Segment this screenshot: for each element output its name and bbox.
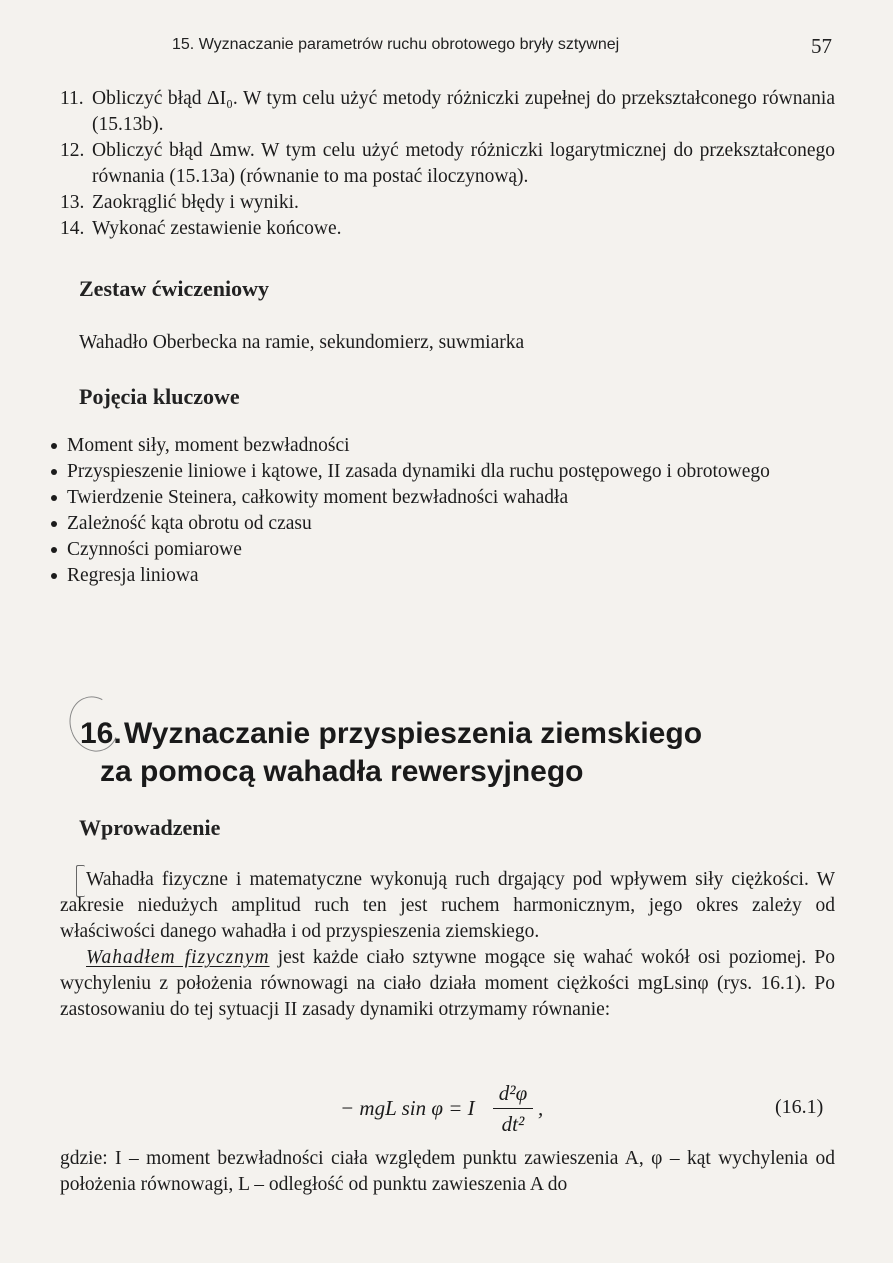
equation-comma: , <box>538 1096 544 1120</box>
list-item: Czynności pomiarowe <box>47 537 835 563</box>
list-item: Zależność kąta obrotu od czasu <box>47 511 835 537</box>
list-item <box>60 216 835 242</box>
step-text: Obliczyć błąd ΔI₀. W tym celu użyć metody różniczki zupełnej do przekształconego równania (15.13b). <box>92 88 835 135</box>
equation-label: (16.1) <box>775 1096 824 1118</box>
paragraph-1 <box>60 867 835 945</box>
step-number: 14. <box>60 218 85 239</box>
page-number: 57 <box>811 34 832 58</box>
fraction-bar <box>493 1108 533 1109</box>
chapter-title-line1: Wyznaczanie przyspieszenia ziemskiego <box>124 717 703 750</box>
equation-lhs: − mgL sin φ = I <box>340 1096 475 1120</box>
list-item <box>60 86 835 138</box>
list-item: Twierdzenie Steinera, całkowity moment bezwładności wahadła <box>47 485 835 511</box>
list-item: Przyspieszenie liniowe i kątowe, II zasada dynamiki dla ruchu postępowego i obrotowego <box>47 459 835 485</box>
section-heading-zestaw: Zestaw ćwiczeniowy <box>79 276 270 301</box>
list-item <box>60 190 835 216</box>
list-item <box>60 138 835 190</box>
handwritten-bracket-mark <box>76 865 85 897</box>
running-title: 15. Wyznaczanie parametrów ruchu obrotowego bryły sztywnej <box>172 36 620 53</box>
fraction-numerator: d²φ <box>498 1081 528 1105</box>
step-number: 13. <box>60 192 85 213</box>
paragraph-2-text: jest każde ciało sztywne mogące się wahać wokół osi poziomej. Po wychyleniu z położenia równowagi na ciało działa moment ciężkości mgLsinφ (rys. 16.1). Po zastosowaniu do tej sytuacji II zasady dynamiki otrzymamy równanie: <box>60 947 835 1020</box>
step-text: Wykonać zestawienie końcowe. <box>92 218 342 239</box>
equation-fraction <box>493 1080 533 1137</box>
equipment-text: Wahadło Oberbecka na ramie, sekundomierz, suwmiarka <box>79 332 525 353</box>
paragraph-1-text: Wahadła fizyczne i matematyczne wykonują ruch drgający pod wpływem siły ciężkości. W zakresie niedużych amplitud ruch ten jest ruchem harmonicznym, jego okres zależy od właściwości danego wahadła i od przyspieszenia ziemskiego. <box>60 869 835 942</box>
step-text: Zaokrąglić błędy i wyniki. <box>92 192 299 213</box>
key-concepts-list <box>47 433 835 589</box>
paragraph-3: gdzie: I – moment bezwładności ciała względem punktu zawieszenia A, φ – kąt wychylenia od położenia równowagi, L – odległość od punktu zawieszenia A do <box>60 1148 835 1195</box>
fraction-denominator: dt² <box>501 1112 525 1137</box>
list-item: Regresja liniowa <box>47 563 835 589</box>
step-number: 11. <box>60 88 84 109</box>
chapter-number: 16. <box>80 717 122 750</box>
chapter-title-line2: za pomocą wahadła rewersyjnego <box>100 755 584 788</box>
list-item: Moment siły, moment bezwładności <box>47 433 835 459</box>
procedure-steps <box>60 86 835 242</box>
section-heading-wprowadzenie: Wprowadzenie <box>79 815 221 840</box>
underlined-term: Wahadłem fizycznym <box>86 947 270 968</box>
running-header <box>82 36 832 62</box>
section-heading-pojecia: Pojęcia kluczowe <box>79 384 240 409</box>
step-number: 12. <box>60 140 85 161</box>
paragraph-2 <box>60 945 835 1023</box>
step-text: Obliczyć błąd Δmw. W tym celu użyć metody różniczki logarytmicznej do przekształconego równania (15.13a) (równanie to ma postać iloczynową). <box>92 140 835 187</box>
